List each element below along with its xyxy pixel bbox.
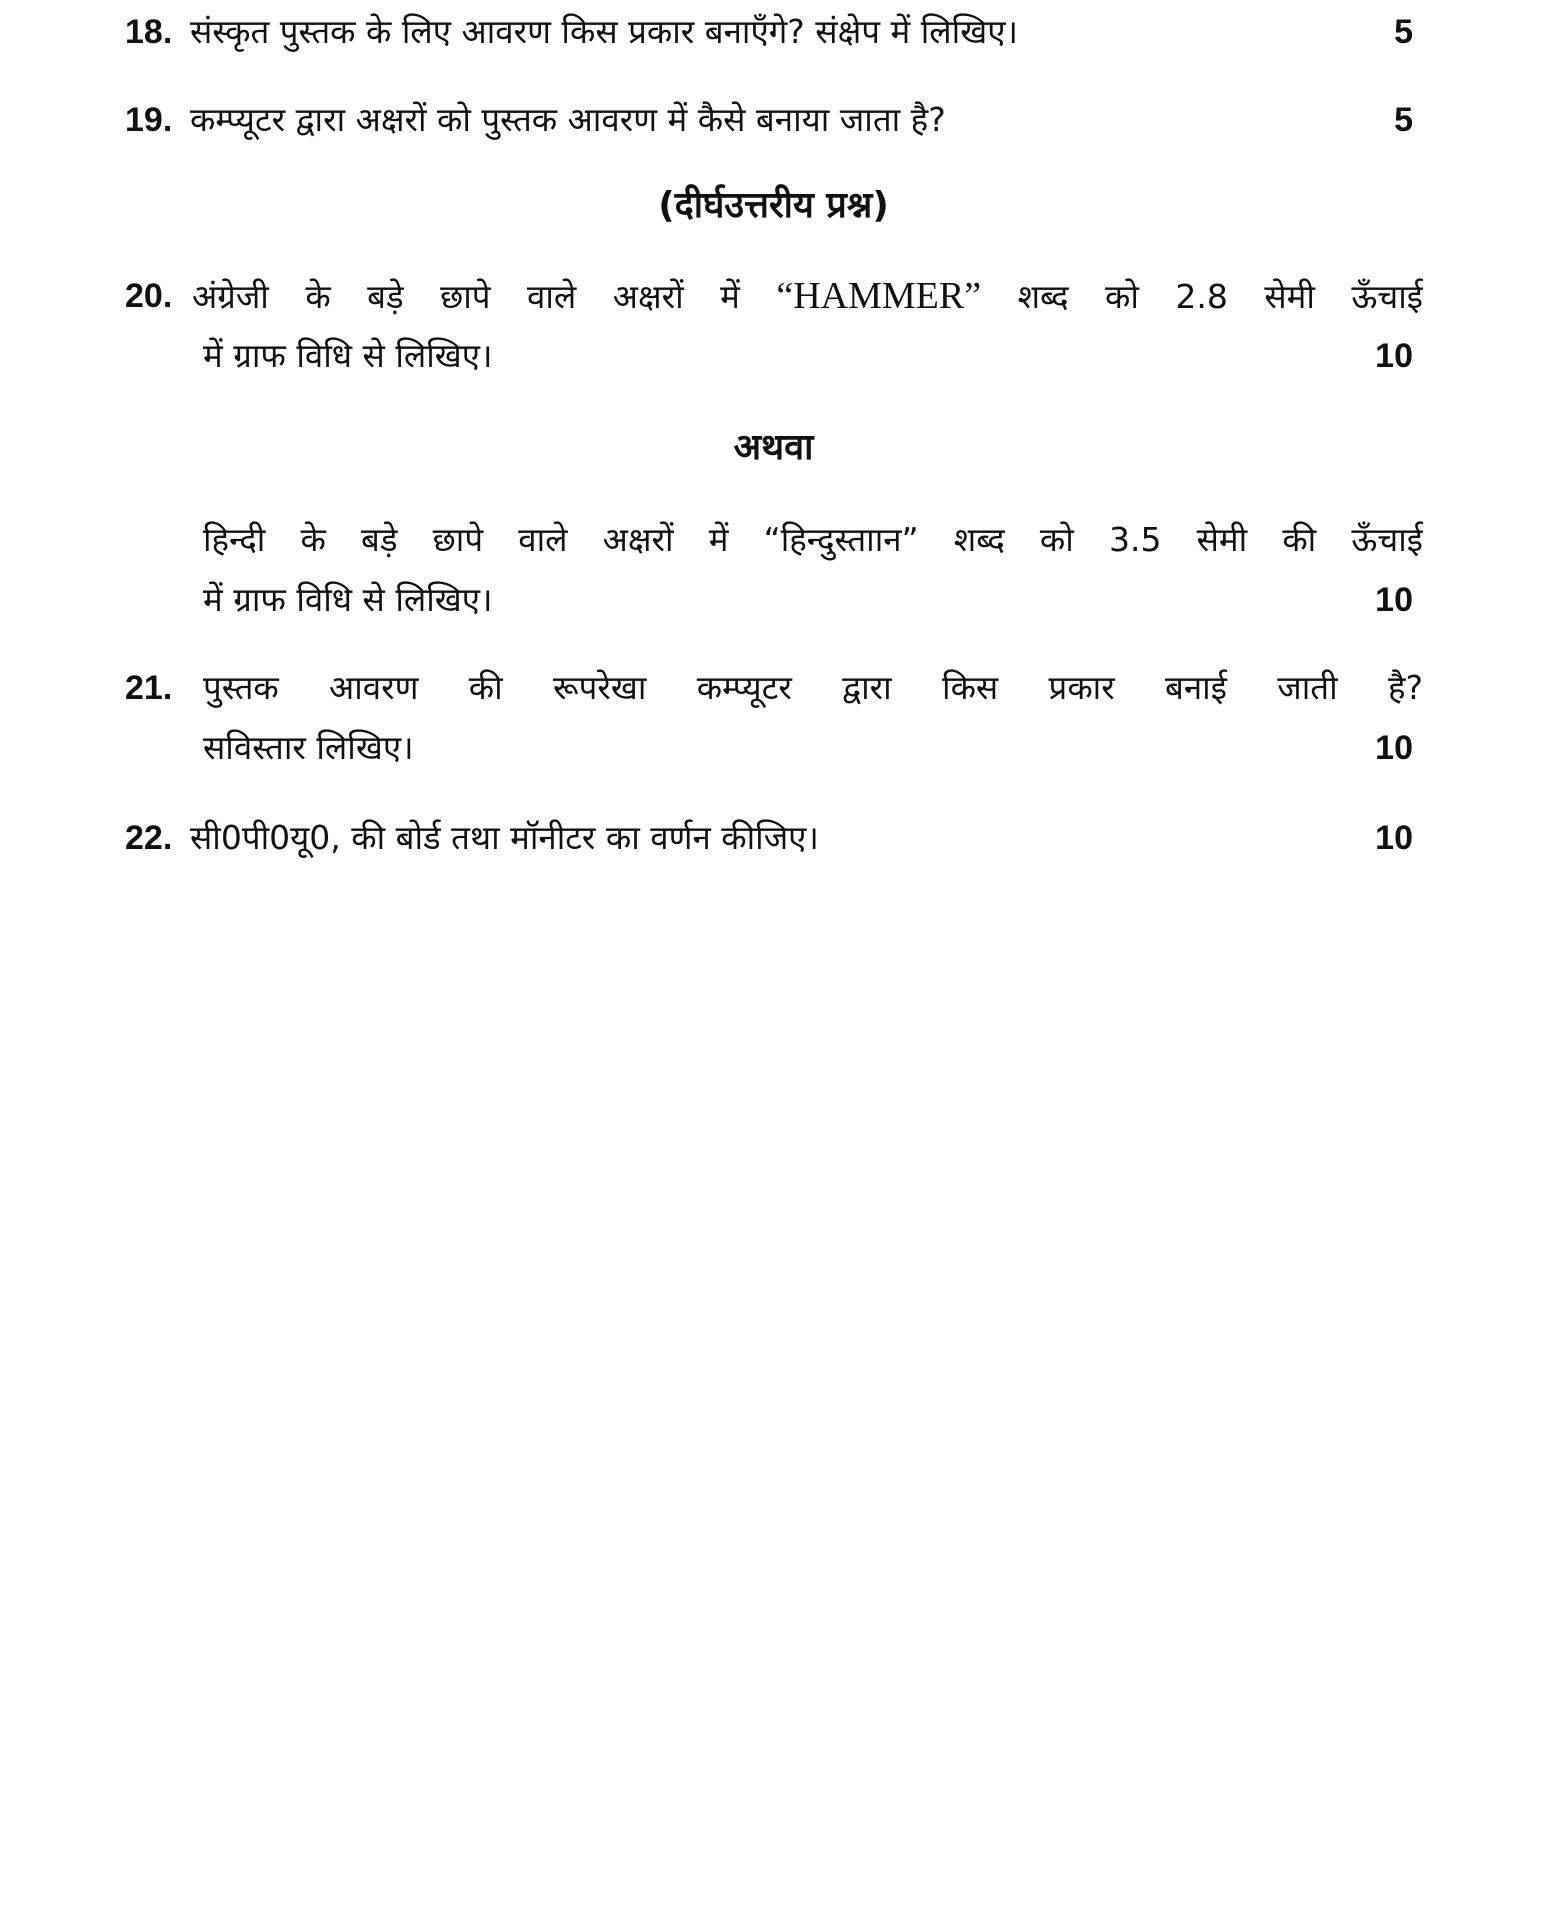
quoted-word: “HAMMER” xyxy=(776,275,982,317)
text-segment: शब्द को 2.8 सेमी ऊँचाई xyxy=(981,277,1423,316)
question-marks: 5 xyxy=(1394,13,1413,51)
question-text-line-2: में ग्राफ विधि से लिखिए। xyxy=(203,336,493,375)
question-marks: 5 xyxy=(1394,101,1413,139)
question-number: 18. xyxy=(125,13,173,51)
question-text-line-1 xyxy=(192,270,1423,322)
question-text-line-2: में ग्राफ विधि से लिखिए। xyxy=(203,580,493,619)
question-number: 19. xyxy=(125,101,173,139)
question-marks: 10 xyxy=(1375,337,1413,375)
section-heading: (दीर्घउत्तरीय प्रश्न) xyxy=(658,185,889,226)
question-text: कम्प्यूटर द्वारा अक्षरों को पुस्तक आवरण में कैसे बनाया जाता है? xyxy=(190,100,946,139)
text-segment: अंग्रेजी के बड़े छापे वाले अक्षरों में xyxy=(192,277,777,316)
question-marks: 10 xyxy=(1375,819,1413,857)
question-number: 22. xyxy=(125,819,173,857)
question-marks: 10 xyxy=(1375,729,1413,767)
question-text-line-2: सविस्तार लिखिए। xyxy=(203,728,414,767)
or-label: अथवा xyxy=(733,427,814,468)
question-number: 21. xyxy=(125,669,173,707)
question-text: सी0पी0यू0, की बोर्ड तथा मॉनीटर का वर्णन कीजिए। xyxy=(190,818,819,857)
question-text-line-1: हिन्दी के बड़े छापे वाले अक्षरों में “हिन्दुस्ताान” शब्द को 3.5 सेमी की ऊँचाई xyxy=(203,520,1423,559)
question-text-line-1: पुस्तक आवरण की रूपरेखा कम्प्यूटर द्वारा किस प्रकार बनाई जाती है? xyxy=(203,668,1423,707)
question-number: 20. xyxy=(125,277,173,315)
question-text: संस्कृत पुस्तक के लिए आवरण किस प्रकार बनाएँगे? संक्षेप में लिखिए। xyxy=(190,12,1018,51)
question-marks: 10 xyxy=(1375,581,1413,619)
